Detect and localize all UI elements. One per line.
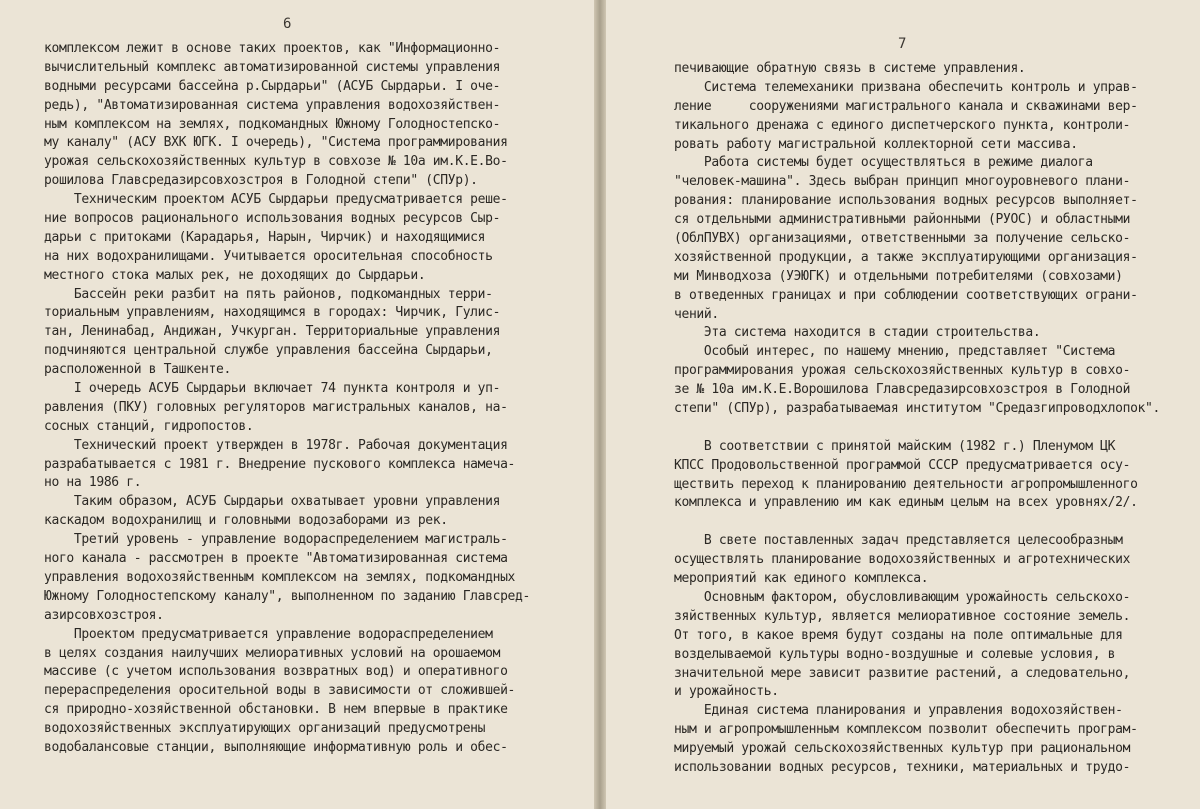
text-line: му каналу" (АСУ ВХК ЮГК. I очередь), "Система программирования bbox=[44, 135, 508, 151]
text-line: комплексом лежит в основе таких проектов, как "Информационно- bbox=[44, 41, 501, 56]
text-line: ние вопросов рационального использования водных ресурсов Сыр- bbox=[44, 211, 501, 227]
text-line: степи" (СПУр), разрабатываемая институтом "Средазгипроводхлопок". bbox=[674, 401, 1160, 417]
text-line: Эта система находится в стадии строительства. bbox=[674, 325, 1041, 341]
text-line: хозяйственной продукции, а также эксплуатирующими организация- bbox=[674, 249, 1138, 265]
text-line: мероприятий как единого комплекса. bbox=[674, 571, 929, 587]
text-line: управления водохозяйственным комплексом на землях, подкомандных bbox=[44, 569, 516, 585]
text-line: перераспределения оросительной воды в зависимости от сложившей- bbox=[44, 683, 516, 699]
text-line: но на 1986 г. bbox=[44, 475, 142, 491]
text-line: мируемый урожай сельскохозяйственных культур при рациональном bbox=[674, 741, 1131, 757]
text-line: "человек-машина". Здесь выбран принцип многоуровневого плани- bbox=[674, 174, 1131, 190]
text-line: значительной мере зависит развитие растений, а следовательно, bbox=[674, 665, 1131, 681]
text-line: I очередь АСУБ Сырдарьи включает 74 пункта контроля и уп- bbox=[44, 381, 501, 397]
right-page bbox=[606, 0, 1200, 809]
text-line: В соответствии с принятой майским (1982 г.) Пленумом ЦК bbox=[674, 438, 1116, 454]
text-line: водохозяйственных эксплуатирующих организаций предусмотрены bbox=[44, 721, 486, 737]
text-line: каскадом водохранилищ и головными водозаборами из рек. bbox=[44, 513, 448, 529]
left-page bbox=[0, 0, 594, 809]
page-number: 7 bbox=[898, 36, 907, 52]
text-line: Проектом предусматривается управление водораспределением bbox=[44, 626, 493, 642]
text-line: Бассейн реки разбит на пять районов, подкомандных терри- bbox=[44, 286, 493, 302]
text-line: От того, в какое время будут созданы на поле оптимальные для bbox=[674, 627, 1123, 643]
text-line: равления (ПКУ) головных регуляторов магистральных каналов, на- bbox=[44, 399, 508, 415]
text-line: зяйственных культур, является мелиоративное состояние земель. bbox=[674, 608, 1131, 624]
text-line: Работа системы будет осуществляться в режиме диалога bbox=[674, 155, 1093, 171]
left-page-text bbox=[44, 40, 564, 758]
text-line: подчиняются центральной службе управления бассейна Сырдарьи, bbox=[44, 343, 493, 359]
text-line: программирования урожая сельскохозяйственных культур в совхо- bbox=[674, 363, 1131, 379]
text-line: разрабатывается с 1981 г. Внедрение пускового комплекса намеча- bbox=[44, 456, 516, 472]
text-line: ным и агропромышленным комплексом позволит обеспечить програм- bbox=[674, 722, 1138, 738]
text-line: редь), "Автоматизированная система управления водохозяйствен- bbox=[44, 97, 501, 113]
text-line: (ОблПУВХ) организациями, ответственными за получение сельско- bbox=[674, 231, 1131, 247]
text-line: ление сооружениями магистрального канала и скважинами вер- bbox=[674, 98, 1138, 114]
text-line bbox=[674, 513, 1200, 532]
text-line: ся отдельными административными районными (РУОС) и областными bbox=[674, 212, 1131, 228]
text-line: ществить переход к планированию деятельности агропромышленного bbox=[674, 476, 1138, 492]
text-line: сосных станций, гидропостов. bbox=[44, 418, 254, 434]
text-line bbox=[674, 419, 1200, 438]
text-line: Система телемеханики призвана обеспечить контроль и управ- bbox=[674, 79, 1138, 95]
text-line: тан, Ленинабад, Андижан, Учкурган. Территориальные управления bbox=[44, 324, 501, 340]
text-line: в целях создания наилучших мелиоративных условий на орошаемом bbox=[44, 645, 501, 661]
text-line: на них водохранилищами. Учитывается оросительная способность bbox=[44, 248, 493, 264]
text-line: чений. bbox=[674, 306, 719, 322]
text-line: рошилова Главсредазирсовхозстроя в Голодной степи" (СПУр). bbox=[44, 173, 478, 189]
text-line: ным комплексом на землях, подкомандных Южному Голодностепско- bbox=[44, 116, 501, 132]
text-line: ного канала - рассмотрен в проекте "Автоматизированная система bbox=[44, 551, 508, 567]
text-line: Техническим проектом АСУБ Сырдарьи предусматривается реше- bbox=[44, 192, 508, 208]
text-line: ся природно-хозяйственной обстановки. В нем впервые в практике bbox=[44, 702, 508, 718]
text-line: Особый интерес, по нашему мнению, представляет "Система bbox=[674, 344, 1116, 360]
text-line: Основным фактором, обусловливающим урожайность сельскохо- bbox=[674, 589, 1131, 605]
text-line: Единая система планирования и управления водохозяйствен- bbox=[674, 703, 1123, 719]
text-line: ториальным управлениям, находящимся в городах: Чирчик, Гулис- bbox=[44, 305, 501, 321]
text-line: ровать работу магистральной коллекторной сети массива. bbox=[674, 136, 1078, 152]
text-line: массиве (с учетом использования возвратных вод) и оперативного bbox=[44, 664, 508, 680]
text-line: вычислительный комплекс автоматизированной системы управления bbox=[44, 59, 501, 75]
text-line: рования: планирование использования водных ресурсов выполняет- bbox=[674, 193, 1138, 209]
text-line: дарьи с притоками (Карадарья, Нарын, Чирчик) и находящимися bbox=[44, 229, 486, 245]
text-line: использовании водных ресурсов, техники, материальных и трудо- bbox=[674, 759, 1131, 775]
text-line: КПСС Продовольственной программой СССР предусматривается осу- bbox=[674, 457, 1131, 473]
text-line: урожая сельскохозяйственных культур в совхозе № 10а им.К.Е.Во- bbox=[44, 154, 508, 170]
text-line: В свете поставленных задач представляется целесообразным bbox=[674, 533, 1123, 549]
text-line: ми Минводхоза (УЭЮГК) и отдельными потребителями (совхозами) bbox=[674, 268, 1123, 284]
text-line: тикального дренажа с единого диспетчерского пункта, контроли- bbox=[674, 117, 1131, 133]
text-line: водобалансовые станции, выполняющие информативную роль и обес- bbox=[44, 739, 508, 755]
text-line: водными ресурсами бассейна р.Сырдарьи" (АСУБ Сырдарьи. I оче- bbox=[44, 78, 501, 94]
text-line: Третий уровень - управление водораспределением магистраль- bbox=[44, 532, 508, 548]
text-line: Южному Голодностепскому каналу", выполненном по заданию Главсред- bbox=[44, 588, 530, 604]
right-page-text bbox=[674, 60, 1200, 778]
text-line: в отведенных границах и при соблюдении соответствующих ограни- bbox=[674, 287, 1138, 303]
text-line: Таким образом, АСУБ Сырдарьи охватывает уровни управления bbox=[44, 494, 501, 510]
text-line: азирсовхозстроя. bbox=[44, 607, 164, 623]
text-line: расположенной в Ташкенте. bbox=[44, 362, 231, 378]
text-line: зе № 10а им.К.Е.Ворошилова Главсредазирсовхозстроя в Голодной bbox=[674, 382, 1131, 398]
text-line: местного стока малых рек, не доходящих до Сырдарьи. bbox=[44, 267, 426, 283]
text-line: печивающие обратную связь в системе управления. bbox=[674, 61, 1026, 76]
text-line: осуществлять планирование водохозяйственных и агротехнических bbox=[674, 552, 1131, 568]
text-line: Технический проект утвержден в 1978г. Рабочая документация bbox=[44, 437, 508, 453]
book-gutter bbox=[594, 0, 606, 809]
text-line: комплекса и управлению им как единым целым на всех уровнях/2/. bbox=[674, 495, 1138, 511]
text-line: и урожайность. bbox=[674, 684, 779, 700]
page-number: 6 bbox=[283, 16, 292, 32]
text-line: возделываемой культуры водно-воздушные и солевые условия, в bbox=[674, 646, 1116, 662]
